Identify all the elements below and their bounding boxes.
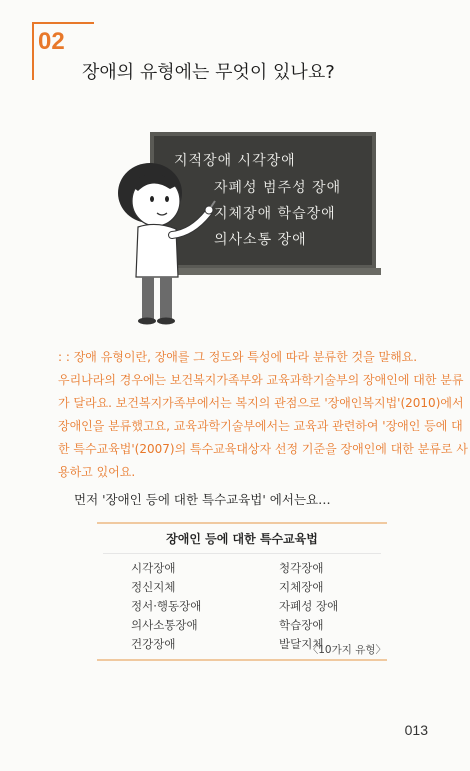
teacher-illustration [112, 155, 217, 325]
intro-line: 용하고 있어요. [58, 465, 136, 479]
chalk-line-1: 지적장애 시각장애 [174, 153, 296, 169]
table-cell: 학습장애 [279, 618, 324, 632]
table-row [97, 617, 387, 636]
intro-paragraph [58, 346, 468, 484]
section-title: 장애의 유형에는 무엇이 있나요? [82, 62, 335, 83]
table-cell: 발달지체 [279, 637, 324, 651]
chalk-line-4: 의사소통 장애 [214, 232, 307, 248]
chalk-line-2: 자폐성 범주성 장애 [214, 180, 342, 196]
table-cell: 자폐성 장애 [279, 599, 339, 613]
table-row [97, 579, 387, 598]
intro-line: 가 달라요. 보건복지가족부에서는 복지의 관점으로 '장애인복지법'(2010)에서 [58, 396, 464, 410]
table-cell: 정서·행동장애 [131, 599, 202, 613]
intro-line: 장애인을 분류했고요, 교육과학기술부에서는 교육과 관련하여 '장애인 등에 대 [58, 419, 463, 433]
table-cell: 정신지체 [131, 580, 176, 594]
section-number: 02 [38, 28, 65, 55]
table-cell: 지체장애 [279, 580, 324, 594]
disability-types-table [97, 522, 387, 661]
intro-line: 우리나라의 경우에는 보건복지가족부와 교육과학기술부의 장애인에 대한 분류 [58, 373, 464, 387]
page-number: 013 [404, 722, 428, 738]
table-cell: 의사소통장애 [131, 618, 198, 632]
table-note: 〈10가지 유형〉 [307, 644, 386, 656]
table-cell: 시각장애 [131, 561, 176, 575]
lead-sentence: 먼저 '장애인 등에 대한 특수교육법' 에서는요… [74, 492, 331, 507]
table-cell: 청각장애 [279, 561, 324, 575]
table-bottom-rule [97, 659, 387, 661]
table-row [97, 598, 387, 617]
intro-line: : : 장애 유형이란, 장애를 그 정도와 특성에 따라 분류한 것을 말해요. [58, 350, 418, 364]
table-row [97, 560, 387, 579]
intro-line: 한 특수교육법'(2007)의 특수교육대상자 선정 기준을 장애인에 대한 분류로 사 [58, 442, 468, 456]
chalk-line-3: 지체장애 학습장애 [214, 206, 336, 222]
table-title: 장애인 등에 대한 특수교육법 [166, 532, 318, 546]
table-cell: 건강장애 [131, 637, 176, 651]
